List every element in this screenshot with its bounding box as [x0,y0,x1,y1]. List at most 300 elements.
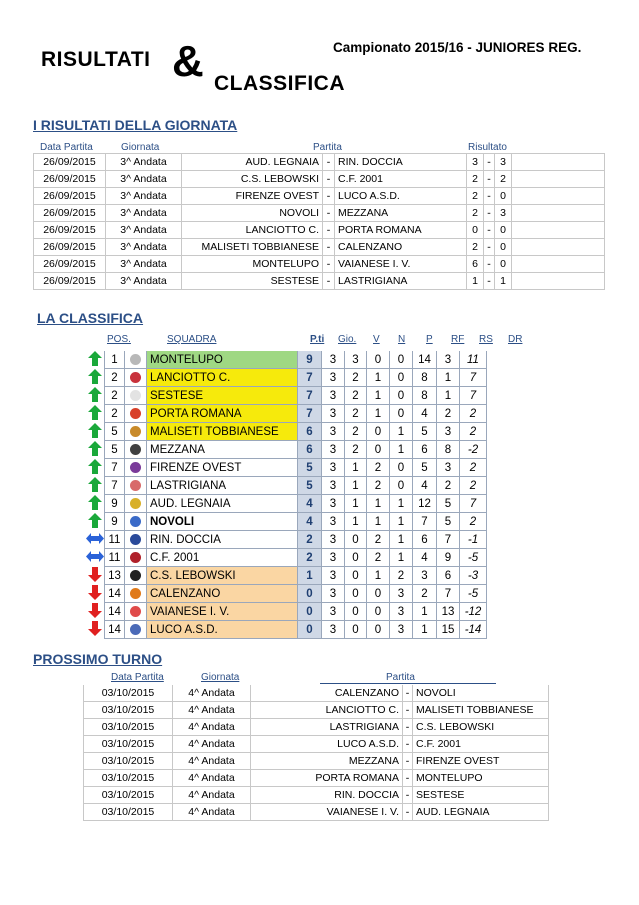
goals-against: 5 [437,513,460,531]
points: 7 [298,369,322,387]
spacer [512,154,605,171]
home-goals: 1 [467,273,484,290]
won: 0 [345,603,367,621]
fixture-date: 03/10/2015 [83,770,173,787]
home-team: SESTESE [182,273,323,290]
goals-against: 3 [437,459,460,477]
lost: 1 [390,495,413,513]
home-team: PORTA ROMANA [251,770,403,787]
points: 0 [298,603,322,621]
goals-for: 2 [413,585,437,603]
team-logo [125,621,147,639]
goals-against: 6 [437,567,460,585]
team-logo [125,369,147,387]
standings-header-ga: RS [479,334,493,345]
played: 3 [322,387,345,405]
lost: 3 [390,585,413,603]
trend-up-icon [85,405,104,423]
away-team: MALISETI TOBBIANESE [413,702,549,719]
played: 3 [322,531,345,549]
team-name: MONTELUPO [147,351,298,369]
match-round: 3^ Andata [106,222,182,239]
goal-difference: 2 [460,423,487,441]
trend-same-icon [85,549,104,567]
trend-up-icon [85,513,104,531]
match-round: 3^ Andata [106,256,182,273]
fixture-row [83,787,549,804]
trend-down-icon [85,621,104,639]
won: 0 [345,585,367,603]
standings-row [85,513,487,531]
home-team: LANCIOTTO C. [251,702,403,719]
position: 11 [104,549,125,567]
away-goals: 2 [495,171,512,188]
lost: 0 [390,477,413,495]
fixture-row [83,736,549,753]
position: 2 [104,387,125,405]
goals-for: 6 [413,441,437,459]
home-team: MONTELUPO [182,256,323,273]
goal-difference: -5 [460,549,487,567]
goal-difference: 11 [460,351,487,369]
team-logo-icon [130,498,141,509]
played: 3 [322,351,345,369]
home-goals: 2 [467,188,484,205]
away-team: MONTELUPO [413,770,549,787]
spacer [512,205,605,222]
team-name: C.S. LEBOWSKI [147,567,298,585]
won: 2 [345,423,367,441]
team-logo [125,513,147,531]
drawn: 0 [367,441,390,459]
lost: 3 [390,621,413,639]
away-team: NOVOLI [413,685,549,702]
team-logo [125,495,147,513]
standings-header-drawn: N [398,334,406,345]
lost: 1 [390,531,413,549]
fixture-round: 4^ Andata [173,753,251,770]
played: 3 [322,459,345,477]
won: 3 [345,351,367,369]
drawn: 0 [367,603,390,621]
standings-row [85,369,487,387]
team-name: MEZZANA [147,441,298,459]
away-team: RIN. DOCCIA [335,154,467,171]
goals-for: 8 [413,387,437,405]
lost: 0 [390,351,413,369]
played: 3 [322,567,345,585]
home-team: MEZZANA [251,753,403,770]
played: 3 [322,549,345,567]
spacer [512,256,605,273]
fixture-date: 03/10/2015 [83,753,173,770]
home-goals: 6 [467,256,484,273]
position: 11 [104,531,125,549]
team-logo [125,387,147,405]
goals-against: 9 [437,549,460,567]
home-goals: 2 [467,171,484,188]
drawn: 2 [367,477,390,495]
team-logo [125,477,147,495]
position: 7 [104,459,125,477]
title-classifica: CLASSIFICA [214,72,345,95]
trend-up-icon [85,369,104,387]
goal-difference: -12 [460,603,487,621]
drawn: 2 [367,459,390,477]
standings-row [85,621,487,639]
away-goals: 3 [495,205,512,222]
separator: - [323,256,335,273]
separator: - [403,753,413,770]
away-goals: 3 [495,154,512,171]
home-team: FIRENZE OVEST [182,188,323,205]
team-name: RIN. DOCCIA [147,531,298,549]
goals-against: 5 [437,495,460,513]
home-goals: 3 [467,154,484,171]
team-name: VAIANESE I. V. [147,603,298,621]
goals-against: 2 [437,477,460,495]
played: 3 [322,621,345,639]
lost: 3 [390,603,413,621]
goals-against: 13 [437,603,460,621]
standings-row [85,477,487,495]
team-logo-icon [130,372,141,383]
drawn: 1 [367,405,390,423]
team-name: LANCIOTTO C. [147,369,298,387]
match-date: 26/09/2015 [33,222,106,239]
team-name: NOVOLI [147,513,298,531]
home-team: MALISETI TOBBIANESE [182,239,323,256]
goal-difference: 7 [460,495,487,513]
separator: - [403,702,413,719]
goals-for: 4 [413,477,437,495]
fixture-round: 4^ Andata [173,787,251,804]
separator: - [484,205,495,222]
fixture-round: 4^ Andata [173,685,251,702]
fixture-row [83,685,549,702]
team-name: MALISETI TOBBIANESE [147,423,298,441]
trend-down-icon [85,585,104,603]
points: 6 [298,423,322,441]
trend-same-icon [85,531,104,549]
goals-against: 15 [437,621,460,639]
results-header-round: Giornata [121,142,160,153]
standings-row [85,495,487,513]
separator: - [484,256,495,273]
position: 2 [104,405,125,423]
goals-for: 1 [413,603,437,621]
team-logo-icon [130,390,141,401]
spacer [512,273,605,290]
points: 2 [298,531,322,549]
away-team: AUD. LEGNAIA [413,804,549,821]
next-table [83,685,549,821]
separator: - [403,787,413,804]
away-team: C.S. LEBOWSKI [413,719,549,736]
position: 14 [104,603,125,621]
played: 3 [322,369,345,387]
separator: - [323,154,335,171]
fixture-row [83,753,549,770]
team-name: PORTA ROMANA [147,405,298,423]
lost: 2 [390,567,413,585]
away-goals: 0 [495,239,512,256]
fixture-row [83,702,549,719]
played: 3 [322,441,345,459]
separator: - [403,804,413,821]
home-team: LANCIOTTO C. [182,222,323,239]
match-date: 26/09/2015 [33,256,106,273]
team-logo-icon [130,534,141,545]
played: 3 [322,423,345,441]
goals-for: 4 [413,405,437,423]
away-team: C.F. 2001 [335,171,467,188]
played: 3 [322,603,345,621]
fixture-row [83,770,549,787]
match-round: 3^ Andata [106,205,182,222]
next-section-title: PROSSIMO TURNO [33,651,163,667]
team-logo-icon [130,606,141,617]
trend-up-icon [85,351,104,369]
drawn: 1 [367,369,390,387]
goals-for: 5 [413,423,437,441]
goals-against: 2 [437,405,460,423]
separator: - [323,239,335,256]
team-name: AUD. LEGNAIA [147,495,298,513]
won: 2 [345,441,367,459]
standings-row [85,549,487,567]
goals-against: 7 [437,531,460,549]
goal-difference: 7 [460,387,487,405]
goals-against: 3 [437,423,460,441]
match-date: 26/09/2015 [33,239,106,256]
result-row [33,205,605,222]
trend-up-icon [85,495,104,513]
standings-row [85,405,487,423]
fixture-row [83,804,549,821]
points: 5 [298,459,322,477]
won: 0 [345,567,367,585]
spacer [512,222,605,239]
team-logo-icon [130,516,141,527]
team-logo [125,459,147,477]
standings-header-lost: P [426,334,433,345]
fixture-round: 4^ Andata [173,804,251,821]
goals-for: 14 [413,351,437,369]
drawn: 0 [367,585,390,603]
results-header-date: Data Partita [40,142,93,153]
standings-row [85,351,487,369]
team-logo-icon [130,552,141,563]
played: 3 [322,405,345,423]
spacer [512,239,605,256]
drawn: 0 [367,423,390,441]
home-team: AUD. LEGNAIA [182,154,323,171]
lost: 0 [390,459,413,477]
team-logo [125,423,147,441]
lost: 1 [390,513,413,531]
standings-header-won: V [373,334,380,345]
team-name: CALENZANO [147,585,298,603]
home-team: C.S. LEBOWSKI [182,171,323,188]
lost: 1 [390,423,413,441]
drawn: 1 [367,567,390,585]
standings-row [85,387,487,405]
goals-for: 4 [413,549,437,567]
points: 5 [298,477,322,495]
results-header-match: Partita [313,142,342,153]
drawn: 2 [367,549,390,567]
away-team: PORTA ROMANA [335,222,467,239]
goal-difference: -1 [460,531,487,549]
fixture-date: 03/10/2015 [83,719,173,736]
separator: - [484,222,495,239]
points: 1 [298,567,322,585]
goals-against: 3 [437,351,460,369]
played: 3 [322,585,345,603]
team-logo [125,567,147,585]
standings-header-gd: DR [508,334,523,345]
team-logo [125,549,147,567]
position: 7 [104,477,125,495]
team-logo-icon [130,462,141,473]
played: 3 [322,513,345,531]
next-header-round: Giornata [201,672,240,683]
standings-row [85,585,487,603]
standings-header-team: SQUADRA [167,334,217,345]
separator: - [323,222,335,239]
match-date: 26/09/2015 [33,188,106,205]
lost: 0 [390,405,413,423]
spacer [512,171,605,188]
position: 14 [104,621,125,639]
goal-difference: 2 [460,477,487,495]
spacer [512,188,605,205]
championship-label: Campionato 2015/16 - JUNIORES REG. [333,40,582,55]
away-goals: 0 [495,188,512,205]
team-logo-icon [130,426,141,437]
away-team: LUCO A.S.D. [335,188,467,205]
home-goals: 2 [467,205,484,222]
separator: - [403,736,413,753]
match-round: 3^ Andata [106,188,182,205]
points: 0 [298,585,322,603]
results-table [33,154,605,290]
match-date: 26/09/2015 [33,205,106,222]
home-goals: 2 [467,239,484,256]
match-round: 3^ Andata [106,239,182,256]
goal-difference: 2 [460,405,487,423]
result-row [33,222,605,239]
separator: - [484,154,495,171]
separator: - [484,239,495,256]
position: 1 [104,351,125,369]
separator: - [484,171,495,188]
won: 2 [345,369,367,387]
fixture-date: 03/10/2015 [83,685,173,702]
goals-against: 7 [437,585,460,603]
standings-row [85,441,487,459]
won: 1 [345,513,367,531]
result-row [33,188,605,205]
fixture-date: 03/10/2015 [83,702,173,719]
won: 0 [345,531,367,549]
goals-for: 12 [413,495,437,513]
lost: 0 [390,387,413,405]
away-team: FIRENZE OVEST [413,753,549,770]
separator: - [403,685,413,702]
team-logo-icon [130,570,141,581]
team-logo [125,351,147,369]
team-logo [125,603,147,621]
match-date: 26/09/2015 [33,154,106,171]
lost: 1 [390,549,413,567]
match-round: 3^ Andata [106,171,182,188]
points: 0 [298,621,322,639]
goals-for: 1 [413,621,437,639]
result-row [33,171,605,188]
standings-header-gf: RF [451,334,465,345]
trend-down-icon [85,603,104,621]
goal-difference: -3 [460,567,487,585]
played: 3 [322,477,345,495]
title-risultati: RISULTATI [41,48,151,71]
separator: - [484,188,495,205]
team-logo [125,405,147,423]
team-name: LUCO A.S.D. [147,621,298,639]
result-row [33,239,605,256]
match-round: 3^ Andata [106,154,182,171]
next-header-match: Partita [386,672,415,683]
away-team: MEZZANA [335,205,467,222]
separator: - [484,273,495,290]
goals-for: 3 [413,567,437,585]
standings-row [85,567,487,585]
fixture-row [83,719,549,736]
won: 1 [345,477,367,495]
drawn: 1 [367,513,390,531]
standings-row [85,459,487,477]
fixture-round: 4^ Andata [173,719,251,736]
team-logo-icon [130,588,141,599]
position: 5 [104,441,125,459]
played: 3 [322,495,345,513]
team-logo-icon [130,444,141,455]
goal-difference: 2 [460,459,487,477]
won: 0 [345,549,367,567]
home-team: LASTRIGIANA [251,719,403,736]
points: 7 [298,387,322,405]
away-goals: 0 [495,256,512,273]
goal-difference: 2 [460,513,487,531]
result-row [33,256,605,273]
team-logo-icon [130,480,141,491]
team-logo [125,531,147,549]
trend-up-icon [85,423,104,441]
home-team: CALENZANO [251,685,403,702]
title-ampersand: & [172,37,204,86]
team-name: LASTRIGIANA [147,477,298,495]
result-row [33,154,605,171]
standings-header-pts: P.ti [310,334,325,345]
team-name: FIRENZE OVEST [147,459,298,477]
trend-up-icon [85,441,104,459]
team-logo-icon [130,624,141,635]
won: 1 [345,495,367,513]
goal-difference: 7 [460,369,487,387]
home-team: NOVOLI [182,205,323,222]
away-team: VAIANESE I. V. [335,256,467,273]
